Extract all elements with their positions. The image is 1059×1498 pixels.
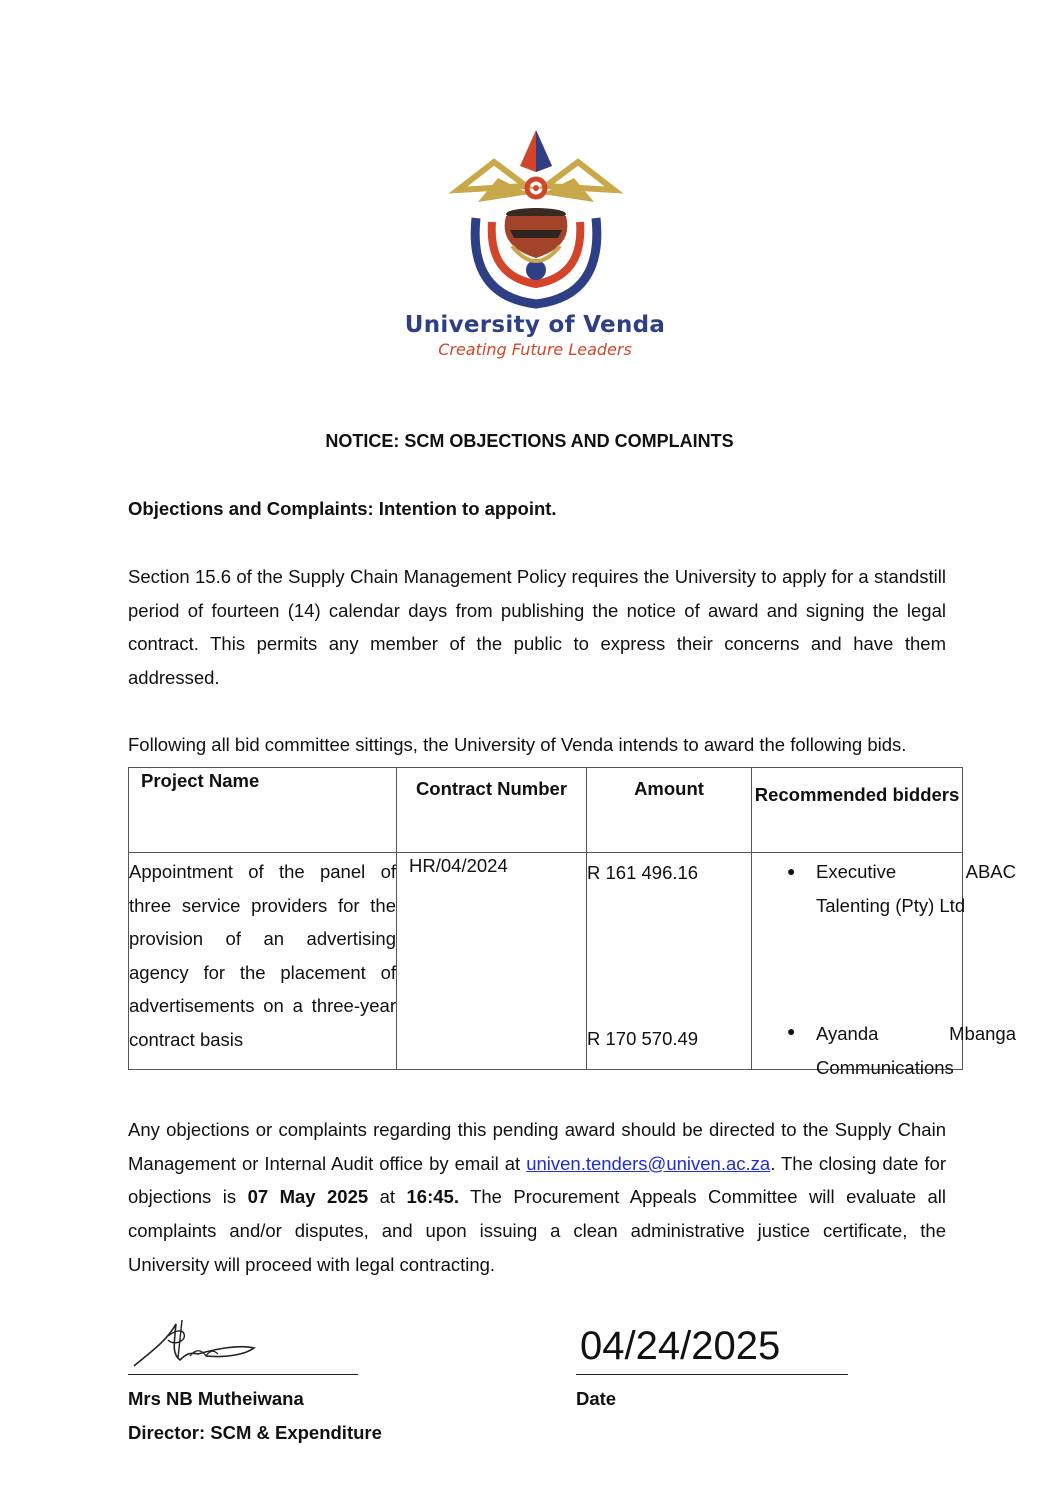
cell-recommended-bidders <box>752 853 1016 1078</box>
objections-paragraph <box>128 1113 946 1282</box>
amount-1: R 161 496.16 <box>587 862 699 883</box>
email-link[interactable]: univen.tenders@univen.ac.za <box>526 1152 771 1174</box>
university-logo <box>380 126 690 366</box>
bidder-1: Executive ABAC Talenting (Pty) Ltd <box>816 861 1016 916</box>
header-recommended-bidders: Recommended bidders <box>752 768 963 853</box>
subheading: Objections and Complaints: Intention to appoint. <box>128 498 557 519</box>
bullet-icon: ● <box>787 863 796 879</box>
header-amount: Amount <box>587 768 752 853</box>
objections-text: The Procurement Appeals Committee will evaluate all complaints and/or disputes, and upon issuing a clean administrative justice certificate, the University will proceed with legal contracting. <box>128 1186 946 1275</box>
signature-image <box>128 1314 268 1372</box>
cell-contract-number: HR/04/2024 <box>397 853 587 1070</box>
bidder-2: Ayanda Mbanga Communications <box>816 1023 1016 1078</box>
signatory-title: Director: SCM & Expenditure <box>128 1422 382 1443</box>
amount-2: R 170 570.49 <box>587 1028 699 1049</box>
table-row <box>129 853 963 1070</box>
objections-text: . The closing date for objections is <box>128 1152 946 1208</box>
table-header-row <box>129 768 963 853</box>
logo-university-name: University of Venda <box>404 312 666 338</box>
logo-tagline: Creating Future Leaders <box>438 340 632 359</box>
signature-line <box>128 1374 358 1375</box>
header-project-name: Project Name <box>129 768 397 853</box>
date-label: Date <box>576 1388 617 1409</box>
header-contract-number: Contract Number <box>397 768 587 853</box>
bids-table <box>128 767 1016 1078</box>
intro-paragraph: Following all bid committee sittings, the University of Venda intends to award the following bids. <box>128 734 907 755</box>
signatory-name: Mrs NB Mutheiwana <box>128 1388 304 1409</box>
cell-amount <box>587 853 752 1070</box>
bullet-icon: ● <box>787 1023 796 1039</box>
closing-date: 07 May 2025 <box>247 1186 369 1208</box>
closing-time: 16:45. <box>406 1186 459 1208</box>
objections-text: at <box>368 1186 407 1208</box>
date-line <box>576 1374 848 1375</box>
date-value: 04/24/2025 <box>580 1324 781 1368</box>
cell-project-name: Appointment of the panel of three service providers for the provision of an advertising agency for the placement of advertisements on a three-year contract basis <box>129 853 397 1070</box>
university-crest-icon <box>438 126 634 308</box>
policy-paragraph: Section 15.6 of the Supply Chain Management Policy requires the University to apply for a standstill period of fourteen (14) calendar days from publishing the notice of award and signing the legal contract. This permits any member of the public to express their concerns and have them addressed. <box>128 566 946 689</box>
objections-text: Any objections or complaints regarding this pending award should be directed to the Supply Chain Management or Internal Audit office by email at <box>128 1119 946 1174</box>
notice-title: NOTICE: SCM OBJECTIONS AND COMPLAINTS <box>325 431 734 451</box>
